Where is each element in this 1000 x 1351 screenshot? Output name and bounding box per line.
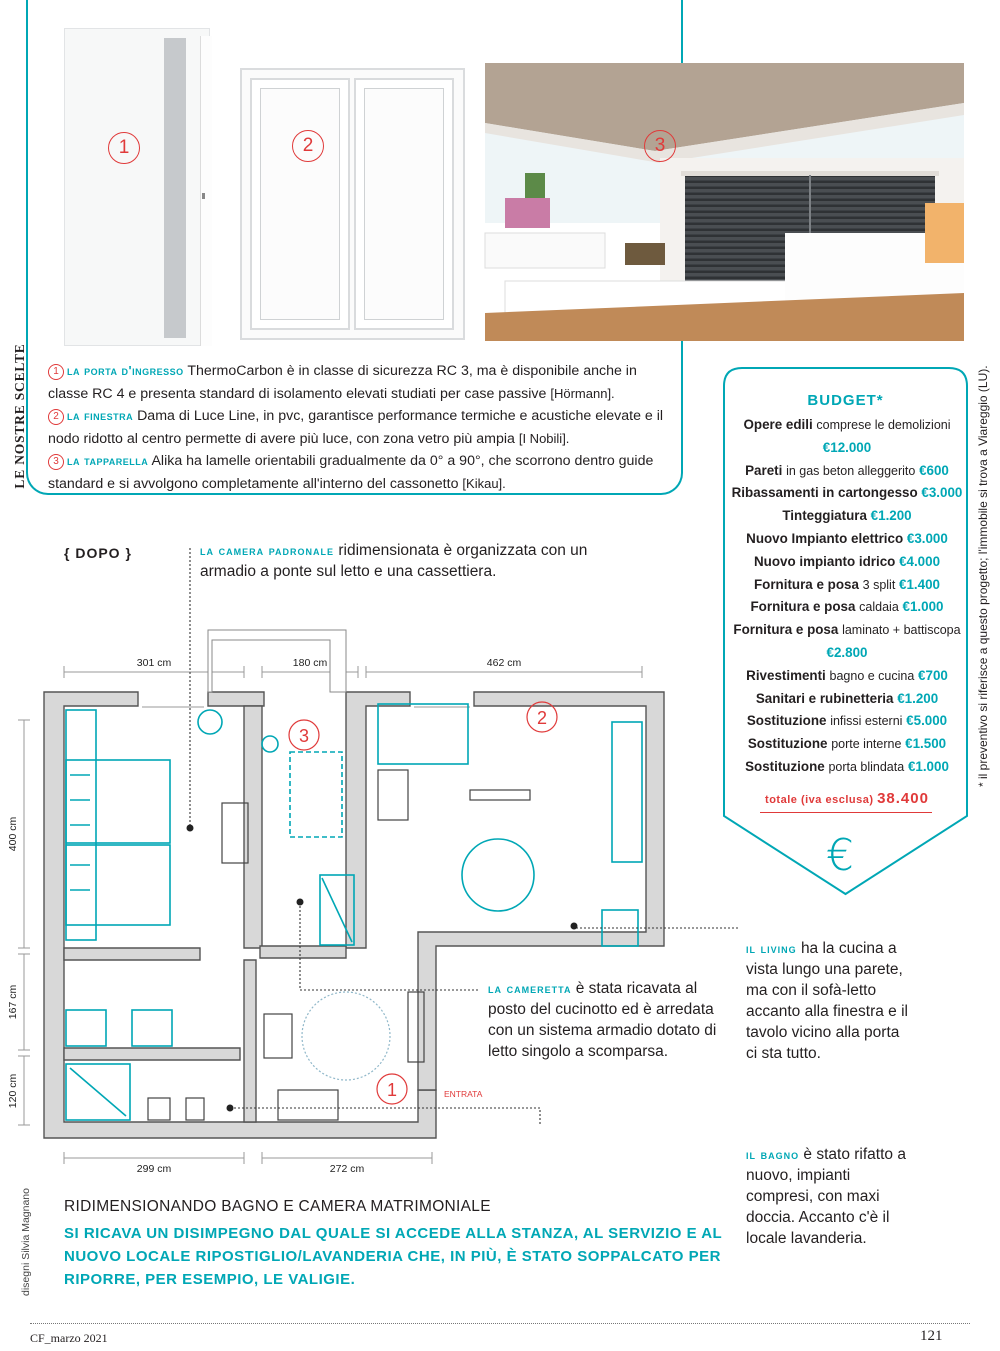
budget-item-name: Fornitura e posa — [750, 599, 856, 615]
note-living: il living ha la cucina a vista lungo una parete, ma con il sofà-letto accanto alla finestra e il tavolo vicino alla porta ci sta tutto. — [746, 940, 908, 1062]
product-captions — [48, 360, 668, 496]
budget-item-detail: infissi esterni — [830, 714, 903, 729]
budget-item-value: €1.200 — [870, 508, 912, 524]
budget-item — [728, 482, 966, 505]
dim-top-right: 462 cm — [486, 657, 522, 669]
budget-item-value: €5.000 — [906, 713, 948, 729]
section-label: LE NOSTRE SCELTE — [12, 343, 27, 489]
footer-rule — [30, 1323, 970, 1324]
note-cameretta: la cameretta è stata ricavata al posto del cucinotto ed è arredata con un sistema armadio dotato di letto singolo a scomparsa. — [488, 980, 717, 1060]
budget-item-value: €1.000 — [902, 599, 944, 615]
budget-item-name: Sostituzione — [747, 736, 828, 752]
euro-icon: € — [826, 830, 854, 881]
plan-tag: { DOPO } — [64, 545, 132, 561]
caption-door: 1 la porta d'ingresso ThermoCarbon è in classe di sicurezza RC 3, ma è disponibile anche in classe RC 4 e presenta standard di isolamento elevati studiati per case passive [Hörmann]. — [48, 363, 637, 402]
budget-item — [728, 619, 966, 665]
budget-item-value: €1.000 — [907, 758, 949, 774]
budget-list — [728, 414, 966, 779]
footer-headline: RIDIMENSIONANDO BAGNO E CAMERA MATRIMONIALE — [64, 1198, 491, 1215]
door-image — [62, 28, 214, 348]
budget-item-value: €2.800 — [826, 644, 868, 660]
budget-total-rule — [760, 812, 932, 813]
caption-shutter: 3 la tapparella Alika ha lamelle orientabili gradualmente da 0° a 90°, che scorrono dentro guide standard e si avvolgono completamente all'interno del cassonetto [Kikau]. — [48, 453, 654, 492]
dim-left-2: 167 cm — [7, 984, 19, 1020]
dim-top-mid: 180 cm — [292, 657, 328, 669]
entrance-label: ENTRATA — [444, 1089, 483, 1099]
window-number-marker: 2 — [292, 130, 324, 162]
budget-item — [728, 505, 966, 528]
budget-item-value: €1.500 — [905, 736, 947, 752]
budget-item-detail: in gas beton alleggerito — [786, 463, 916, 478]
budget-item-detail: porte interne — [831, 737, 902, 752]
budget-item-detail: porta blindata — [828, 759, 905, 774]
plan-marker-1: 1 — [386, 1080, 398, 1100]
budget-item-name: Rivestimenti — [746, 667, 826, 683]
budget-item-name: Fornitura e posa — [733, 622, 839, 638]
budget-title: BUDGET* — [807, 392, 884, 409]
page-number: 121 — [920, 1328, 943, 1344]
budget-item-value: €600 — [919, 462, 949, 478]
budget-item — [728, 688, 966, 711]
plan-marker-3: 3 — [298, 726, 310, 746]
caption-window: 2 la finestra Dama di Luce Line, in pvc, garantisce performance termiche e acustiche elevate e il nodo ridotto al centro permette di avere più luce, con zona vetro più ampia [I Nobili]. — [48, 408, 664, 447]
budget-item-value: €700 — [918, 667, 948, 683]
budget-item — [728, 733, 966, 756]
footer-body: SI RICAVA UN DISIMPEGNO DAL QUALE SI ACCEDE ALLA STANZA, AL SERVIZIO E AL NUOVO LOCALE RIPOSTIGLIO/LAVANDERIA CHE, IN PIÙ, È STATO SOPPALCATO PER RIPORRE, PER ESEMPIO, LE VALIGIE. — [64, 1225, 722, 1288]
budget-item-name: Pareti — [745, 462, 783, 478]
budget-item-name: Tinteggiatura — [782, 508, 867, 524]
dim-left-3: 120 cm — [7, 1073, 19, 1109]
budget-item-detail: caldaia — [859, 600, 899, 615]
budget-item — [728, 551, 966, 574]
shutter-number-marker: 3 — [644, 130, 676, 162]
budget-item — [728, 460, 966, 483]
shutter-photo — [485, 63, 964, 341]
budget-item-name: Sostituzione — [745, 758, 825, 774]
budget-item — [728, 414, 966, 460]
budget-item-detail: laminato + battiscopa — [842, 623, 961, 638]
dim-top-left: 301 cm — [136, 657, 172, 669]
budget-item — [728, 528, 966, 551]
dim-bottom-left: 299 cm — [136, 1163, 172, 1175]
window-image — [240, 68, 465, 340]
budget-item-detail: bagno e cucina — [829, 668, 915, 683]
dim-bottom-right: 272 cm — [329, 1163, 365, 1175]
dim-left-1: 400 cm — [7, 816, 19, 852]
budget-item-name: Ribassamenti in cartongesso — [731, 485, 918, 501]
budget-total: totale (iva esclusa) 38.400 — [765, 790, 929, 807]
budget-item-value: €3.000 — [921, 485, 963, 501]
plan-marker-2: 2 — [536, 708, 548, 728]
budget-item-name: Sanitari e rubinetteria — [755, 690, 894, 706]
door-number-marker: 1 — [108, 132, 140, 164]
note-bagno: il bagno è stato rifatto a nuovo, impianti compresi, con maxi doccia. Accanto c'è il locale lavanderia. — [746, 1146, 906, 1247]
drawing-credit: disegni Silvia Magnano — [20, 1188, 32, 1296]
budget-item-value: €1.400 — [899, 576, 940, 592]
budget-item — [728, 665, 966, 688]
budget-item-value: €12.000 — [822, 439, 872, 455]
budget-item-name: Opere edili — [743, 417, 813, 432]
budget-item-value: €1.200 — [897, 690, 939, 706]
budget-item-name: Fornitura e posa — [753, 576, 859, 592]
note-camera: la camera padronale ridimensionata è organizzata con un armadio a ponte sul letto e una cassettiera. — [200, 542, 588, 580]
budget-footnote: * il preventivo si riferisce a questo progetto; l'immobile si trova a Viareggio (LU). — [976, 365, 990, 787]
budget-box — [722, 366, 969, 896]
budget-item — [728, 756, 966, 779]
budget-item-detail: comprese le demolizioni — [816, 418, 951, 432]
budget-item-value: €4.000 — [899, 553, 941, 569]
budget-item-name: Sostituzione — [746, 713, 827, 729]
budget-item-name: Nuovo Impianto elettrico — [746, 530, 904, 546]
budget-item — [728, 710, 966, 733]
budget-item-value: €3.000 — [906, 530, 948, 546]
budget-item — [728, 574, 966, 597]
budget-item-detail: 3 split — [862, 577, 896, 592]
magazine-issue: CF_marzo 2021 — [30, 1331, 108, 1345]
budget-item — [728, 596, 966, 619]
budget-item-name: Nuovo impianto idrico — [753, 553, 896, 569]
